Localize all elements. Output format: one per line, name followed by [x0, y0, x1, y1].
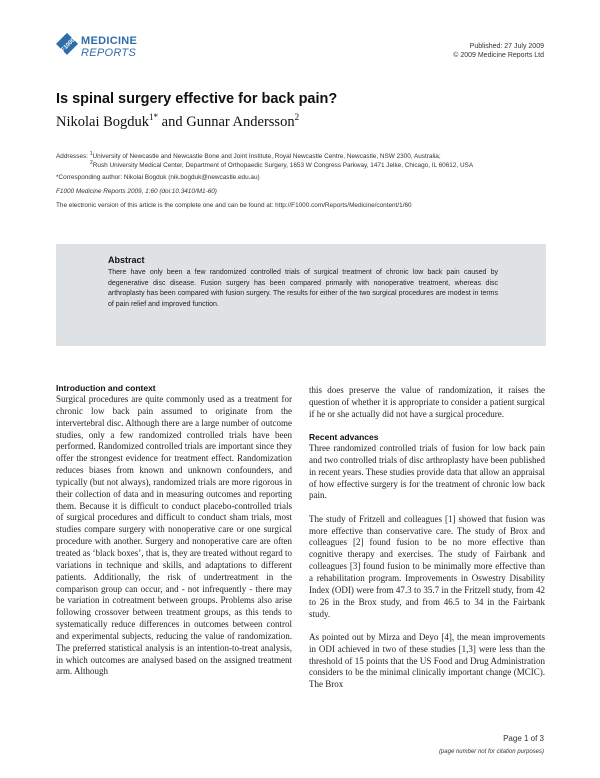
- page-number-note: (page number not for citation purposes): [438, 749, 544, 755]
- left-column: [56, 383, 292, 678]
- copyright: © 2009 Medicine Reports Ltd: [453, 52, 544, 59]
- logo-subtitle: REPORTS: [81, 47, 137, 59]
- publication-info: [453, 42, 544, 60]
- author-name: Nikolai Bogduk: [56, 113, 150, 130]
- abstract-box: [56, 244, 546, 346]
- author-affiliation-2: 2: [294, 112, 300, 122]
- introduction-paragraph: Surgical procedures are quite commonly used as a treatment for chronic low back pain assumed to originate from the intervertebral disc. Although there are a large number of outcome studies, only a few randomized controlled trials have been performed. Randomized controlled trials are important since they offer the strongest evidence for treatment effect. Randomization reduces biases from known and unknown confounders, and typically (but not always), randomized trials are more rigorous in their collection of data and in measuring outcomes and reporting them. Because it is difficult to conduct placebo-controlled trials of surgical procedures and difficult to conduct sham trials, most studies compare surgery with nonoperative care or one surgical procedure with another. Surgery and nonoperative care are often treated as ‘black boxes’, that is, they are treated without regard to variations in technique and skills, and adaptations to different patients. Additionally, the risk of undertreatment in the comparison group can occur, and - not infrequently - there may be variation in cotreatment between groups. Problems also arise following crossover between treatment groups, as this tends to systematically reduce differences in outcomes between control and experimental subjects, reducing the value of randomization. The preferred statistical analysis is an intention-to-treat analysis, in which outcomes are analysed based on the assigned treatment arm. Although: [56, 394, 292, 677]
- logo-name: MEDICINE: [81, 35, 138, 47]
- article-title: Is spinal surgery effective for back pain?: [56, 91, 338, 107]
- logo-mark-text: F1000: [60, 37, 77, 54]
- recent-advances-paragraph-3: As pointed out by Mirza and Deyo [4], the mean improvements in ODI achieved in two of these studies [1,3] were less than the threshold of 15 points that the US Food and Drug Administration considers to be the minimal clinically important change (MCIC). The Brox: [309, 631, 545, 690]
- address-line-1: Addresses: $^1$University of Newcastle and Newcastle Bone and Joint Institute, Royal Newcastle Centre, Newcastle, NSW 2300, Australia;: [56, 151, 441, 161]
- author-list: [56, 112, 299, 131]
- f1000-logo-icon: [56, 33, 78, 55]
- published-date: Published: 27 July 2009: [469, 43, 544, 50]
- abstract-text: There have only been a few randomized controlled trials of surgical treatment of chronic low back pain caused by degenerative disc disease. Fusion surgery has been compared primarily with nonoperative treatment, whereas disc arthroplasty has been compared with fusion surgery. The results for either of the two surgical procedures are modest in terms of pain relief and improved function.: [108, 269, 498, 308]
- author-affiliation: 1: [149, 112, 154, 122]
- journal-logo: [56, 33, 206, 67]
- section-heading-introduction: Introduction and context: [56, 383, 156, 393]
- citation: F1000 Medicine Reports 2009, 1:60 (doi:10.3410/M1-60): [56, 188, 217, 195]
- recent-advances-paragraph-2: The study of Fritzell and colleagues [1] showed that fusion was more effective than conservative care. The study of Brox and colleagues [2] found fusion to be no more effective than cognitive therapy and exercises. The study of Fairbank and colleagues [3] found fusion to be minimally more effective than a rehabilitation program. Improvements in Oswestry Disability Index (ODI) were from 47.3 to 35.7 in the Fritzell study, from 42 to 26 in the Brox study, and from 46.5 to 34 in the Fairbank study.: [309, 513, 545, 619]
- address-line-2: $^2$Rush University Medical Center, Department of Orthopaedic Surgery, 1653 W Congress Parkway, 1471 Jelke, Chicago, IL 60612, USA: [90, 160, 474, 170]
- electronic-version-note: The electronic version of this article is the complete one and can be found at: http://F1000.com/Reports/Medicine/content/1/60: [56, 202, 412, 209]
- section-heading-recent-advances: Recent advances: [309, 432, 379, 443]
- abstract-heading: Abstract: [108, 255, 145, 265]
- paragraph-continued: this does preserve the value of randomization, it raises the question of whether it is appropriate to consider a patient surgical if he or she actually did not have a surgical procedure.: [309, 385, 545, 419]
- right-column: [309, 385, 545, 691]
- corresponding-mark: *: [153, 112, 159, 122]
- author-name-2: and Gunnar Andersson: [158, 113, 295, 130]
- recent-advances-paragraph-1: Three randomized controlled trials of fusion for low back pain and two controlled trials of disc arthroplasty have been published in recent years. These studies provide data that allow an appraisal of how effective surgery is for the treatment of chronic low back pain.: [309, 443, 545, 501]
- corresponding-author: *Corresponding author: Nikolai Bogduk (nik.bogduk@newcastle.edu.au): [56, 174, 260, 181]
- page-number: Page 1 of 3: [503, 734, 544, 743]
